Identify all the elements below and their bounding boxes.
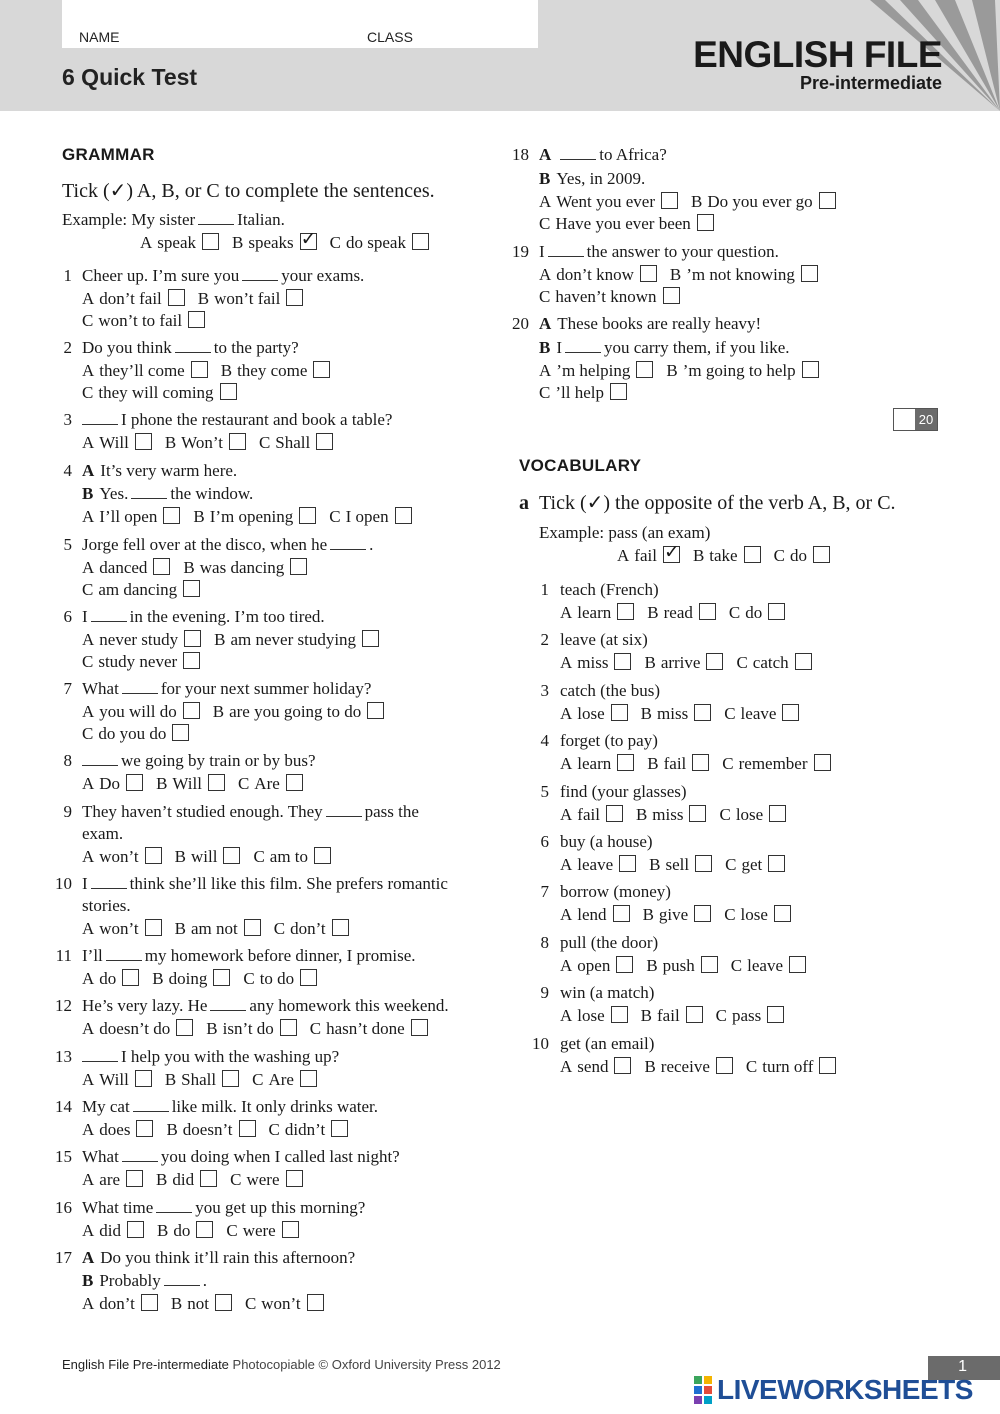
- checkbox[interactable]: [135, 1070, 152, 1087]
- option-letter: B: [647, 603, 659, 622]
- options-row: C study never: [82, 652, 200, 672]
- option-text: lose: [740, 905, 768, 924]
- header-band: [0, 0, 1000, 111]
- checkbox[interactable]: [412, 233, 429, 250]
- option-letter: B: [640, 704, 653, 723]
- option-text: speak: [157, 233, 196, 252]
- checkbox[interactable]: [606, 805, 623, 822]
- question-text-cont: exam.: [82, 824, 124, 843]
- option-letter: A: [140, 233, 153, 252]
- options-row: A Do B Will C Are: [82, 774, 303, 794]
- option-letter: B: [644, 1057, 656, 1076]
- footer-copyright: [62, 1357, 501, 1372]
- options-row: A Will B Shall C Are: [82, 1070, 317, 1090]
- option-text: open: [577, 956, 611, 975]
- option-letter: C: [329, 233, 342, 252]
- dialogue-line-a: A to Africa?: [539, 145, 667, 164]
- checkbox[interactable]: [202, 233, 219, 250]
- vocab-options-row: [560, 704, 799, 724]
- option-text: lend: [577, 905, 607, 924]
- option-text: fail: [577, 805, 600, 824]
- question-text: I’ll my homework before dinner, I promise.: [82, 946, 416, 965]
- option-text: miss: [657, 704, 689, 723]
- checkbox[interactable]: [411, 1019, 428, 1036]
- question-number: 7: [63, 679, 72, 698]
- checkbox[interactable]: [819, 192, 836, 209]
- options-row: C they will coming: [82, 383, 237, 403]
- checkbox[interactable]: [299, 507, 316, 524]
- option-letter: B: [649, 855, 661, 874]
- vocab-item-number: 8: [540, 933, 549, 952]
- option-text: lose: [577, 704, 605, 723]
- option-text: do: [745, 603, 763, 622]
- vocab-item-number: 7: [540, 882, 549, 901]
- option-text: miss: [577, 653, 609, 672]
- option-text: leave: [740, 704, 777, 723]
- question-text: I the answer to your question.: [539, 242, 779, 261]
- question-number: 18: [512, 145, 529, 164]
- checkbox[interactable]: [286, 289, 303, 306]
- question-number: 6: [63, 607, 72, 626]
- vocab-item-prompt: forget (to pay): [560, 731, 658, 750]
- grammar-example-options: [140, 233, 429, 253]
- checkbox[interactable]: [172, 724, 189, 741]
- question-number: 1: [63, 266, 72, 285]
- option-letter: B: [644, 653, 656, 672]
- vocab-item-number: 10: [532, 1034, 549, 1053]
- checkbox[interactable]: [331, 1120, 348, 1137]
- option-letter: C: [728, 603, 741, 622]
- score-total: 20: [915, 409, 937, 430]
- checkbox[interactable]: [695, 855, 712, 872]
- checkbox[interactable]: [168, 289, 185, 306]
- question-text: He’s very lazy. He any homework this weekend.: [82, 996, 449, 1015]
- options-row: C haven’t known: [539, 287, 680, 307]
- checkbox[interactable]: [127, 1221, 144, 1238]
- checkbox[interactable]: [191, 361, 208, 378]
- example-before: My sister: [131, 210, 196, 229]
- checkbox[interactable]: [801, 265, 818, 282]
- checkbox[interactable]: [184, 630, 201, 647]
- vocab-item-number: 5: [540, 782, 549, 801]
- question-text: Cheer up. I’m sure you your exams.: [82, 266, 365, 285]
- checkbox[interactable]: [814, 754, 831, 771]
- options-row: A don’t fail B won’t fail: [82, 289, 303, 309]
- question-text-cont: stories.: [82, 896, 131, 915]
- checkbox[interactable]: [145, 919, 162, 936]
- name-class-box: [62, 0, 538, 48]
- option-text: fail: [663, 754, 687, 773]
- vocab-item-number: 3: [540, 681, 549, 700]
- checkbox[interactable]: [141, 1294, 158, 1311]
- answer-blank: [198, 212, 234, 225]
- option-letter: A: [560, 956, 573, 975]
- checkbox[interactable]: [220, 383, 237, 400]
- checkbox[interactable]: [126, 774, 143, 791]
- checkbox[interactable]: [697, 214, 714, 231]
- example-after: Italian.: [237, 210, 285, 229]
- checkbox[interactable]: [183, 702, 200, 719]
- checkbox[interactable]: [617, 754, 634, 771]
- checkbox[interactable]: [617, 603, 634, 620]
- checkbox[interactable]: [767, 1006, 784, 1023]
- options-row: A won’t B will C am to: [82, 847, 331, 867]
- option-letter: B: [232, 233, 244, 252]
- checkbox[interactable]: [614, 1057, 631, 1074]
- option-text: get: [741, 855, 763, 874]
- vocab-item-number: 1: [540, 580, 549, 599]
- question-text: What for your next summer holiday?: [82, 679, 372, 698]
- option-letter: C: [724, 704, 736, 723]
- checkbox[interactable]: [616, 956, 633, 973]
- question-number: 20: [512, 314, 529, 333]
- option-text: lose: [577, 1006, 605, 1025]
- vocab-item-number: 6: [540, 832, 549, 851]
- page-number: 1: [958, 1358, 967, 1375]
- question-number: 12: [55, 996, 72, 1015]
- question-text: I help you with the washing up?: [82, 1047, 339, 1067]
- dialogue-line-b: B I you carry them, if you like.: [539, 338, 790, 357]
- option-text: learn: [577, 603, 612, 622]
- answer-blank: [242, 268, 278, 281]
- checkbox[interactable]: [145, 847, 162, 864]
- checkbox[interactable]: [706, 653, 723, 670]
- vocab-options-row: [560, 754, 831, 774]
- option-text: miss: [652, 805, 684, 824]
- option-letter: C: [730, 956, 743, 975]
- question-number: 16: [55, 1198, 72, 1217]
- option-text: remember: [738, 754, 808, 773]
- dialogue-line-b: B Probably .: [82, 1271, 207, 1290]
- options-row: A you will do B are you going to do: [82, 702, 384, 722]
- grammar-score-box[interactable]: [893, 408, 938, 431]
- question-text: I in the evening. I’m too tired.: [82, 607, 325, 626]
- vocab-options-row: [560, 855, 785, 875]
- test-title: 6 Quick Test: [62, 64, 198, 90]
- example-label: Example:: [62, 210, 128, 229]
- checkbox[interactable]: [135, 433, 152, 450]
- checkbox[interactable]: [188, 311, 205, 328]
- checkbox[interactable]: [244, 919, 261, 936]
- question-text: Jorge fell over at the disco, when he .: [82, 535, 374, 554]
- vocabulary-heading: VOCABULARY: [519, 456, 642, 475]
- option-letter: C: [715, 1006, 728, 1025]
- checkbox[interactable]: [692, 754, 709, 771]
- checkbox[interactable]: [802, 361, 819, 378]
- checkbox[interactable]: [789, 956, 806, 973]
- checkbox[interactable]: [314, 847, 331, 864]
- checkbox[interactable]: [286, 774, 303, 791]
- vocab-options-row: [560, 1006, 784, 1026]
- question-number: 8: [63, 751, 72, 770]
- vocab-item-number: 2: [540, 630, 549, 649]
- checkbox[interactable]: [153, 558, 170, 575]
- option-text: do speak: [346, 233, 406, 252]
- option-letter: A: [560, 805, 573, 824]
- checkbox[interactable]: [300, 969, 317, 986]
- checkbox-ticked[interactable]: [663, 546, 680, 563]
- question-number: 4: [63, 461, 72, 480]
- checkbox[interactable]: [176, 1019, 193, 1036]
- vocab-item-prompt: find (your glasses): [560, 782, 687, 801]
- checkbox[interactable]: [611, 704, 628, 721]
- dialogue-line-a: A It’s very warm here.: [82, 461, 238, 480]
- checkbox[interactable]: [610, 383, 627, 400]
- option-text: speaks: [248, 233, 294, 252]
- question-text: They haven’t studied enough. They pass the: [82, 802, 419, 821]
- checkbox[interactable]: [280, 1019, 297, 1036]
- options-row: C ’ll help: [539, 383, 627, 403]
- option-letter: A: [560, 1057, 573, 1076]
- checkbox[interactable]: [611, 1006, 628, 1023]
- option-text: pass: [732, 1006, 762, 1025]
- checkbox[interactable]: [183, 580, 200, 597]
- vocab-item-prompt: borrow (money): [560, 882, 671, 901]
- vocab-item-prompt: teach (French): [560, 580, 659, 599]
- checkbox[interactable]: [223, 847, 240, 864]
- option-letter: A: [560, 704, 573, 723]
- options-row: C won’t to fail: [82, 311, 205, 331]
- checkbox[interactable]: [769, 805, 786, 822]
- checkbox[interactable]: [774, 905, 791, 922]
- checkbox[interactable]: [200, 1170, 217, 1187]
- checkbox[interactable]: [694, 704, 711, 721]
- checkbox[interactable]: [663, 287, 680, 304]
- dialogue-line-b: B Yes, in 2009.: [539, 169, 646, 188]
- option-text: receive: [660, 1057, 710, 1076]
- options-row: A does B doesn’t C didn’t: [82, 1120, 348, 1140]
- option-letter: B: [640, 1006, 653, 1025]
- dialogue-line-b: B Yes. the window.: [82, 484, 254, 503]
- option-letter: C: [725, 855, 737, 874]
- checkbox[interactable]: [768, 603, 785, 620]
- option-text: push: [662, 956, 695, 975]
- checkbox[interactable]: [395, 507, 412, 524]
- option-letter: B: [642, 905, 654, 924]
- checkbox[interactable]: [694, 905, 711, 922]
- option-text: arrive: [660, 653, 701, 672]
- question-text: Do you think to the party?: [82, 338, 299, 357]
- checkbox[interactable]: [813, 546, 830, 563]
- dialogue-line-a: A These books are really heavy!: [539, 314, 762, 333]
- brand-level: Pre-intermediate: [799, 73, 942, 93]
- vocab-item-prompt: leave (at six): [560, 630, 648, 649]
- options-row: A did B do C were: [82, 1221, 299, 1241]
- option-text: leave: [577, 855, 614, 874]
- options-row: C do you do: [82, 724, 189, 744]
- vocab-options-row: [560, 1057, 836, 1077]
- vocab-options-row: [560, 603, 785, 623]
- option-text: lose: [735, 805, 764, 824]
- checkbox[interactable]: [313, 361, 330, 378]
- question-number: 5: [63, 535, 72, 554]
- option-text: give: [658, 905, 689, 924]
- options-row: A don’t know B ’m not knowing: [539, 265, 818, 285]
- option-letter: A: [560, 855, 573, 874]
- option-text: fail: [657, 1006, 680, 1025]
- vocab-item-prompt: catch (the bus): [560, 681, 661, 700]
- checkbox[interactable]: [163, 507, 180, 524]
- checkbox[interactable]: [126, 1170, 143, 1187]
- watermark-text: LIVEWORKSHEETS: [717, 1374, 973, 1405]
- options-row: A ’m helping B ’m going to help: [539, 361, 819, 381]
- option-letter: B: [635, 805, 648, 824]
- checkbox[interactable]: [613, 905, 630, 922]
- question-number: 2: [63, 338, 72, 357]
- options-row: A danced B was dancing: [82, 558, 307, 578]
- score-input-area[interactable]: [894, 409, 915, 430]
- checkbox[interactable]: [229, 433, 246, 450]
- options-row: A are B did C were: [82, 1170, 303, 1190]
- options-row: A doesn’t do B isn’t do C hasn’t done: [82, 1019, 428, 1039]
- checkbox[interactable]: [699, 603, 716, 620]
- checkbox[interactable]: [332, 919, 349, 936]
- checkbox[interactable]: [689, 805, 706, 822]
- question-number: 15: [55, 1147, 72, 1166]
- option-letter: C: [745, 1057, 758, 1076]
- options-row: A don’t B not C won’t: [82, 1294, 324, 1314]
- vocab-item-prompt: get (an email): [560, 1034, 655, 1053]
- vocab-item-number: 4: [540, 731, 549, 750]
- checkbox[interactable]: [222, 1070, 239, 1087]
- checkbox[interactable]: [316, 433, 333, 450]
- checkbox-ticked[interactable]: [300, 233, 317, 250]
- question-number: 19: [512, 242, 529, 261]
- part-label: a: [519, 492, 529, 514]
- liveworksheets-logo-icon: [692, 1372, 716, 1406]
- question-number: 10: [55, 874, 72, 893]
- class-label: CLASS: [367, 29, 413, 45]
- options-row: A never study B am never studying: [82, 630, 379, 650]
- option-letter: B: [647, 754, 659, 773]
- checkbox[interactable]: [367, 702, 384, 719]
- options-row: A I’ll open B I’m opening C I open: [82, 507, 412, 527]
- question-number: 11: [55, 946, 72, 965]
- checkbox[interactable]: [686, 1006, 703, 1023]
- options-row: A Will B Won’t C Shall: [82, 433, 333, 453]
- checkbox[interactable]: [362, 630, 379, 647]
- option-letter: A: [560, 905, 573, 924]
- checkbox[interactable]: [122, 969, 139, 986]
- checkbox[interactable]: [795, 653, 812, 670]
- question-text: I think she’ll like this film. She prefers romantic: [82, 874, 448, 893]
- question-number: 17: [55, 1248, 72, 1267]
- question-text: My cat like milk. It only drinks water.: [82, 1097, 379, 1116]
- checkbox[interactable]: [716, 1057, 733, 1074]
- question-number: 13: [55, 1047, 72, 1066]
- checkbox[interactable]: [290, 558, 307, 575]
- checkbox[interactable]: [744, 546, 761, 563]
- checkbox[interactable]: [819, 1057, 836, 1074]
- checkbox[interactable]: [701, 956, 718, 973]
- option-letter: C: [736, 653, 748, 672]
- grammar-instruction: Tick (✓) A, B, or C to complete the sentences.: [62, 180, 435, 202]
- options-row: A do B doing C to do: [82, 969, 317, 989]
- checkbox[interactable]: [661, 192, 678, 209]
- option-text: send: [577, 1057, 609, 1076]
- grammar-example-sentence: [62, 210, 285, 230]
- question-number: 3: [63, 410, 72, 429]
- question-text: I phone the restaurant and book a table?: [82, 410, 392, 430]
- option-text: turn off: [762, 1057, 814, 1076]
- option-text: learn: [577, 754, 612, 773]
- name-label: NAME: [79, 29, 120, 45]
- grammar-heading: GRAMMAR: [62, 145, 155, 164]
- checkbox[interactable]: [183, 652, 200, 669]
- footer-book: English File Pre-intermediate: [62, 1357, 229, 1372]
- vocabulary-instruction: [519, 490, 896, 515]
- vocab-options-row: [560, 956, 806, 976]
- option-letter: A: [560, 653, 573, 672]
- checkbox[interactable]: [213, 969, 230, 986]
- option-text: read: [663, 603, 693, 622]
- question-number: 14: [55, 1097, 72, 1116]
- option-letter: A: [560, 754, 573, 773]
- options-row: A they’ll come B they come: [82, 361, 330, 381]
- checkbox[interactable]: [300, 1070, 317, 1087]
- checkbox[interactable]: [208, 774, 225, 791]
- checkbox[interactable]: [782, 704, 799, 721]
- checkbox[interactable]: [307, 1294, 324, 1311]
- vocab-example-prompt: Example: pass (an exam): [539, 523, 711, 542]
- question-text: we going by train or by bus?: [82, 751, 316, 771]
- option-text: leave: [747, 956, 783, 975]
- checkbox[interactable]: [282, 1221, 299, 1238]
- option-letter: A: [560, 603, 573, 622]
- checkbox[interactable]: [239, 1120, 256, 1137]
- option-letter: C: [719, 805, 731, 824]
- vocab-example-options: A fail✓ B take C do: [617, 546, 830, 566]
- option-letter: B: [646, 956, 658, 975]
- checkbox[interactable]: [619, 855, 636, 872]
- option-text: sell: [665, 855, 690, 874]
- checkbox[interactable]: [636, 361, 653, 378]
- checkbox[interactable]: [196, 1221, 213, 1238]
- options-row: C am dancing: [82, 580, 200, 600]
- checkbox[interactable]: [136, 1120, 153, 1137]
- vocab-options-row: [560, 653, 812, 673]
- checkbox[interactable]: [286, 1170, 303, 1187]
- brand-title: ENGLISH FILE: [693, 34, 942, 75]
- dialogue-line-a: A Do you think it’ll rain this afternoon?: [82, 1248, 356, 1267]
- option-letter: C: [724, 905, 736, 924]
- vocab-item-number: 9: [540, 983, 549, 1002]
- checkbox[interactable]: [768, 855, 785, 872]
- vocab-item-prompt: pull (the door): [560, 933, 659, 952]
- option-text: catch: [752, 653, 789, 672]
- vocab-item-prompt: buy (a house): [560, 832, 653, 851]
- vocab-options-row: [560, 905, 791, 925]
- question-number: 9: [63, 802, 72, 821]
- question-text: What you doing when I called last night?: [82, 1147, 400, 1166]
- options-row: C Have you ever been: [539, 214, 714, 234]
- footer-rest: Photocopiable © Oxford University Press 2012: [228, 1357, 501, 1372]
- checkbox[interactable]: [614, 653, 631, 670]
- options-row: A won’t B am not C don’t: [82, 919, 349, 939]
- option-letter: C: [722, 754, 734, 773]
- instruction-text: Tick (✓) the opposite of the verb A, B, or C.: [539, 492, 896, 514]
- options-row: A Went you ever B Do you ever go: [539, 192, 836, 212]
- option-letter: A: [560, 1006, 573, 1025]
- checkbox[interactable]: [640, 265, 657, 282]
- checkbox[interactable]: [215, 1294, 232, 1311]
- question-text: What time you get up this morning?: [82, 1198, 366, 1217]
- vocab-options-row: [560, 805, 786, 825]
- vocab-item-prompt: win (a match): [560, 983, 655, 1002]
